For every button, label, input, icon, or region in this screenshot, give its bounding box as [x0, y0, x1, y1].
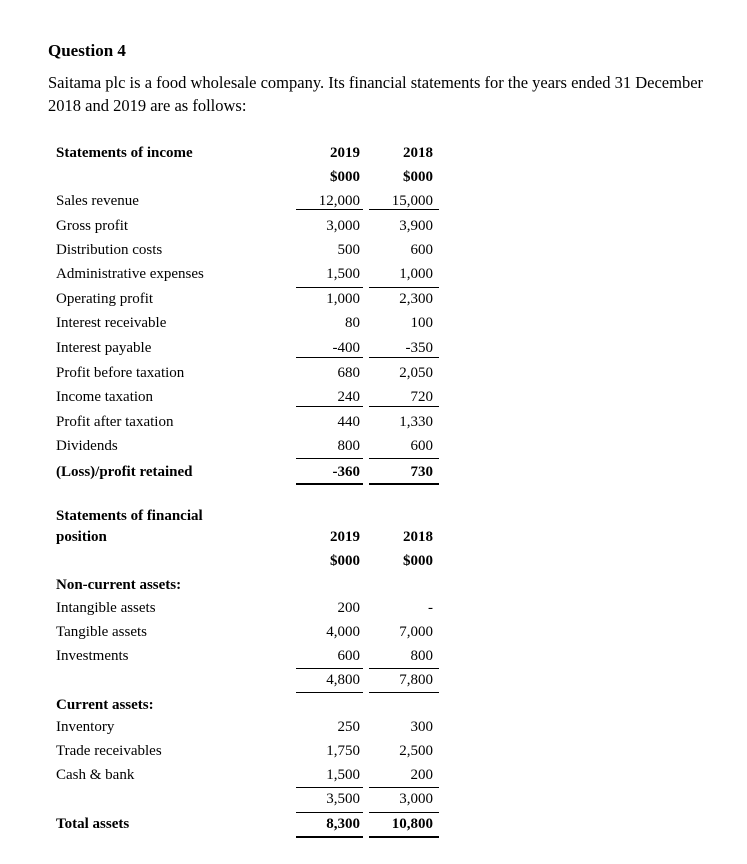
- position-unit-2018: $000: [403, 553, 433, 569]
- rule: [369, 458, 439, 459]
- table-cell-2018: 7,000: [399, 624, 433, 640]
- table-row-label: Investments: [56, 648, 129, 664]
- table-row-label: Interest receivable: [56, 315, 167, 331]
- table-cell-2019: 500: [337, 242, 360, 258]
- rule: [296, 287, 363, 288]
- current-total-2019: 3,500: [326, 791, 360, 807]
- rule: [369, 668, 439, 669]
- income-heading: Statements of income: [56, 145, 193, 161]
- table-row-label: Gross profit: [56, 218, 129, 234]
- current-total-2018: 3,000: [399, 791, 433, 807]
- income-year-2018: 2018: [403, 145, 433, 161]
- noncurrent-total-2018: 7,800: [399, 672, 433, 688]
- table-cell-2018: 100: [410, 315, 433, 331]
- income-unit-2018: $000: [403, 169, 433, 185]
- rule-total: [296, 836, 363, 838]
- table-cell-2018: 600: [410, 242, 433, 258]
- table-cell-2018: 720: [410, 389, 433, 405]
- rule: [369, 209, 439, 210]
- rule-total: [369, 836, 439, 838]
- noncurrent-total-2019: 4,800: [326, 672, 360, 688]
- position-unit-2019: $000: [330, 553, 360, 569]
- table-row-label: Profit before taxation: [56, 365, 185, 381]
- table-cell-2018: 600: [410, 438, 433, 454]
- table-row-label: Profit after taxation: [56, 414, 174, 430]
- table-cell-2019: 1,000: [326, 291, 360, 307]
- table-cell-2019: 440: [337, 414, 360, 430]
- position-heading-line1: Statements of financial: [56, 508, 203, 524]
- table-row-label: Trade receivables: [56, 743, 162, 759]
- table-cell-2018: 1,000: [399, 266, 433, 282]
- rule: [296, 787, 363, 788]
- table-cell-2018: -: [428, 600, 433, 616]
- table-row-label: Distribution costs: [56, 242, 163, 258]
- total-assets-2019: 8,300: [326, 816, 360, 832]
- table-cell-2019: 200: [337, 600, 360, 616]
- rule: [369, 287, 439, 288]
- table-cell-2019: -400: [332, 340, 360, 356]
- table-cell-2018: 15,000: [391, 193, 433, 209]
- rule: [296, 209, 363, 210]
- rule: [296, 812, 363, 813]
- rule: [369, 692, 439, 693]
- rule: [369, 812, 439, 813]
- table-cell-2018: -350: [405, 340, 433, 356]
- rule: [369, 357, 439, 358]
- table-cell-2018: 2,050: [399, 365, 433, 381]
- rule-total: [369, 483, 439, 485]
- table-row-label: Sales revenue: [56, 193, 139, 209]
- table-cell-2019: 800: [337, 438, 360, 454]
- position-year-2019: 2019: [330, 529, 360, 545]
- table-cell-2019: 4,000: [326, 624, 360, 640]
- table-cell-2019: 80: [345, 315, 360, 331]
- table-cell-2019: 600: [337, 648, 360, 664]
- table-cell-2018: 2,300: [399, 291, 433, 307]
- table-row-label: Interest payable: [56, 340, 152, 356]
- noncurrent-heading: Non-current assets:: [56, 577, 182, 593]
- table-cell-2019: 1,750: [326, 743, 360, 759]
- table-cell-2018: 2,500: [399, 743, 433, 759]
- rule: [369, 406, 439, 407]
- table-row-label: Intangible assets: [56, 600, 156, 616]
- table-cell-2019: 3,000: [326, 218, 360, 234]
- retained-label: (Loss)/profit retained: [56, 464, 193, 480]
- total-assets-2018: 10,800: [391, 816, 433, 832]
- table-cell-2018: 1,330: [399, 414, 433, 430]
- current-heading: Current assets:: [56, 697, 154, 713]
- rule-total: [296, 483, 363, 485]
- income-year-2019: 2019: [330, 145, 360, 161]
- rule: [296, 668, 363, 669]
- total-assets-label: Total assets: [56, 816, 130, 832]
- income-unit-2019: $000: [330, 169, 360, 185]
- table-cell-2018: 200: [410, 767, 433, 783]
- table-row-label: Income taxation: [56, 389, 154, 405]
- table-cell-2019: 1,500: [326, 266, 360, 282]
- rule: [296, 357, 363, 358]
- retained-2018: 730: [410, 464, 433, 480]
- position-year-2018: 2018: [403, 529, 433, 545]
- table-cell-2018: 800: [410, 648, 433, 664]
- rule: [296, 692, 363, 693]
- table-row-label: Dividends: [56, 438, 118, 454]
- retained-2019: -360: [332, 464, 360, 480]
- table-cell-2019: 1,500: [326, 767, 360, 783]
- table-row-label: Administrative expenses: [56, 266, 204, 282]
- table-cell-2019: 12,000: [318, 193, 360, 209]
- question-title: Question 4: [48, 41, 126, 60]
- table-row-label: Operating profit: [56, 291, 154, 307]
- table-row-label: Tangible assets: [56, 624, 148, 640]
- rule: [296, 458, 363, 459]
- table-row-label: Inventory: [56, 719, 115, 735]
- position-heading-line2: position: [56, 529, 107, 545]
- rule: [369, 787, 439, 788]
- intro-text: Saitama plc is a food wholesale company. Its financial statements for the years ended 31 December 2018 and 2019 are as follows:: [48, 73, 704, 115]
- table-cell-2019: 250: [337, 719, 360, 735]
- table-row-label: Cash & bank: [56, 767, 135, 783]
- table-cell-2018: 300: [410, 719, 433, 735]
- table-cell-2019: 680: [337, 365, 360, 381]
- table-cell-2019: 240: [337, 389, 360, 405]
- table-cell-2018: 3,900: [399, 218, 433, 234]
- rule: [296, 406, 363, 407]
